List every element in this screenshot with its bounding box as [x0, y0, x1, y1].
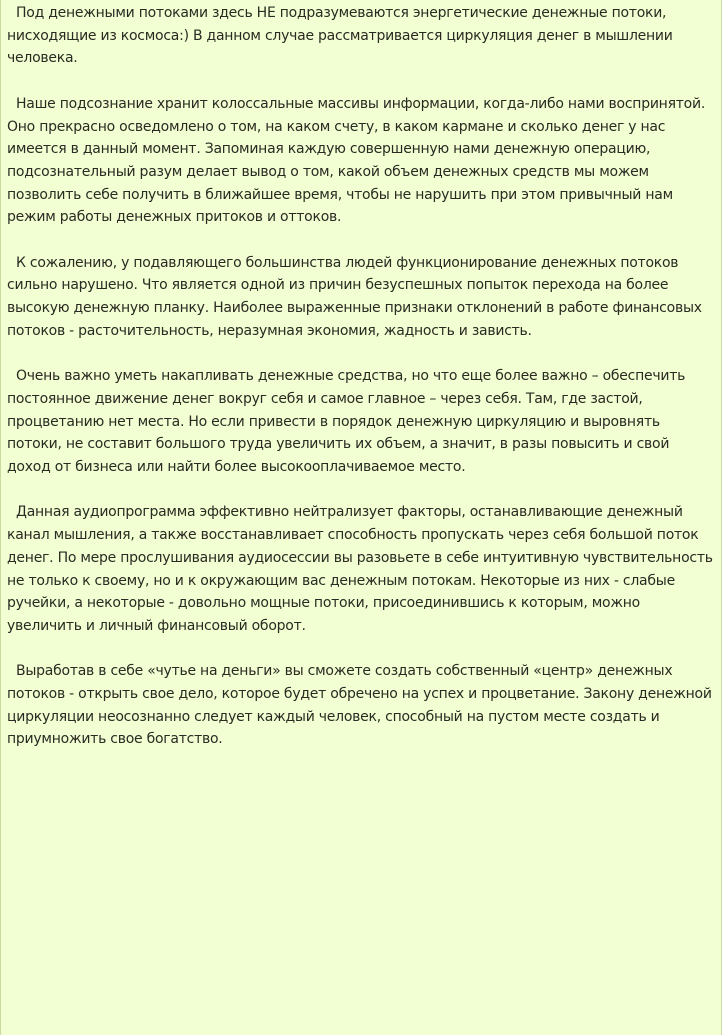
paragraph-6: Выработав в себе «чутье на деньги» вы сможете создать собственный «центр» денежных потоков - открыть свое дело, которое будет обречено на успех и процветание. Закону денежной циркуляции неосознанно следует каждый человек, способный на пустом месте создать и приумножить свое богатство.: [7, 663, 712, 748]
paragraph-5: Данная аудиопрограмма эффективно нейтрализует факторы, останавливающие денежный канал мышления, а также восстанавливает способность пропускать через себя большой поток денег. По мере прослушивания аудиосессии вы разовьете в себе интуитивную чувствительность не только к своему, но и к окружающим вас денежным потокам. Некоторые из них - слабые ручейки, а некоторые - довольно мощные потоки, присоединившись к которым, можно увеличить и личный финансовый оборот.: [7, 504, 713, 634]
paragraph-2: Наше подсознание хранит колоссальные массивы информации, когда-либо нами воспринятой. Оно прекрасно осведомлено о том, на каком счету, в каком кармане и сколько денег у нас имеется в данный момент. Запоминая каждую совершенную нами денежную операцию, подсознательный разум делает вывод о том, какой объем денежных средств мы можем позволить себе получить в ближайшее время, чтобы не нарушить при этом привычный нам режим работы денежных притоков и оттоков.: [7, 95, 706, 226]
article-body: [1, 0, 721, 751]
paragraph-3: К сожалению, у подавляющего большинства людей функционирование денежных потоков сильно нарушено. Что является одной из причин безуспешных попыток перехода на более высокую денежную планку. Наиболее выраженные признаки отклонений в работе финансовых потоков - расточительность, неразумная экономия, жадность и зависть.: [7, 254, 702, 339]
paragraph-1: Под денежными потоками здесь НЕ подразумеваются энергетические денежные потоки, нисходящие из космоса:) В данном случае рассматривается циркуляция денег в мышлении человека.: [7, 5, 673, 67]
paragraph-4: Очень важно уметь накапливать денежные средства, но что еще более важно – обеспечить постоянное движение денег вокруг себя и самое главное – через себя. Там, где застой, процветанию нет места. Но если привести в порядок денежную циркуляцию и выровнять потоки, не составит большого труда увеличить их объем, а значит, в разы повысить и свой доход от бизнеса или найти более высокооплачиваемое место.: [7, 368, 686, 476]
